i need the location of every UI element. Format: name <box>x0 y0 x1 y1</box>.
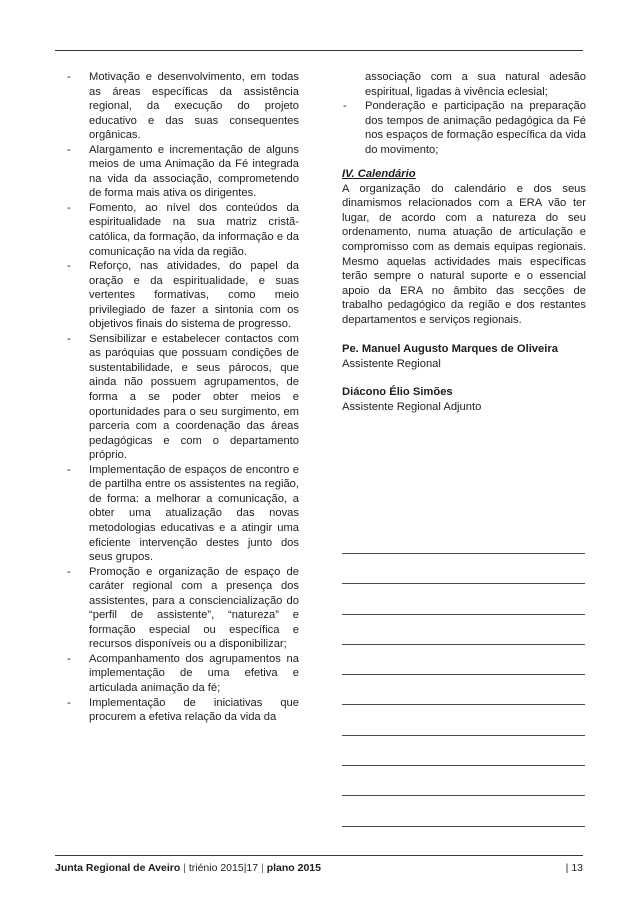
footer-left <box>55 862 321 875</box>
list-item: - Alargamento e incrementação de alguns meios de uma Animação da Fé integrada na vida da associação, comprometendo de forma mais ativa os dirigentes. <box>66 143 299 201</box>
list-item: - Implementação de espaços de encontro e de partilha entre os assistentes na região, de forma: a melhorar a comunicação, a obter uma atualização das novas metodologias educativas e a atingir uma eficiente intervenção destes junto dos seus grupos. <box>66 463 299 565</box>
note-line <box>342 583 585 584</box>
bottom-rule <box>55 855 583 856</box>
footer-period: triénio 2015|17 <box>188 862 259 874</box>
list-item: - Promoção e organização de espaço de caráter regional com a presença dos assistentes, para a consciencialização do “perfil de assistente”, “natureza” e formação especial ou específica e recursos disponíveis ou a disponibilizar; <box>66 565 299 652</box>
note-line <box>342 614 585 615</box>
list-item: - Fomento, ao nível dos conteúdos da espiritualidade na sua matriz cristã-católica, da formação, da informação e da comunicação na vida da região. <box>66 201 299 259</box>
signature-name: Pe. Manuel Augusto Marques de Oliveira <box>342 343 558 356</box>
signature-name: Diácono Élio Simões <box>342 386 453 399</box>
note-line <box>342 735 585 736</box>
list-item: - Motivação e desenvolvimento, em todas as áreas específicas da assistência regional, da execução do projeto educativo e das suas consequentes orgânicas. <box>66 70 299 143</box>
top-rule <box>55 50 583 51</box>
list-item: - Implementação de iniciativas que procurem a efetiva relação da vida da <box>66 696 299 725</box>
list-item: - Ponderação e participação na preparação dos tempos de animação pedagógica da Fé nos espaços de formação específica da vida do movimento; <box>342 99 586 157</box>
section-paragraph: A organização do calendário e dos seus dinamismos relacionados com a ERA vão ter lugar, de acordo com a natureza do seu ordenamento, numa atuação de articulação e compromisso com as demais equipas regionais. Mesmo aquelas actividades mais específicas terão sempre o natural suporte e o essencial apoio da ERA no âmbito das secções de trabalho pedagógico da região e dos restantes departamentos e serviços regionais. <box>342 182 586 326</box>
note-line <box>342 674 585 675</box>
right-bullet-list <box>342 99 586 157</box>
note-line <box>342 644 585 645</box>
note-line <box>342 795 585 796</box>
note-line <box>342 553 585 554</box>
signature-block <box>342 342 586 371</box>
footer-separator: | <box>183 862 186 874</box>
note-line <box>342 826 585 827</box>
section-title: IV. Calendário <box>342 168 416 181</box>
note-line <box>342 704 585 705</box>
list-item: - Reforço, nas atividades, do papel da oração e da espiritualidade, e suas vertentes formativas, como meio privilegiado de fazer a sintonia com os objetivos finais do sistema de progresso. <box>66 259 299 332</box>
bullet-continuation: associação com a sua natural adesão espiritual, ligadas à vivência eclesial; <box>365 71 586 98</box>
note-lines <box>342 553 585 856</box>
left-column <box>66 70 299 725</box>
signature-role: Assistente Regional <box>342 357 441 370</box>
signature-role: Assistente Regional Adjunto <box>342 400 482 413</box>
signature-block <box>342 385 586 414</box>
right-column <box>342 70 586 414</box>
list-item: - Acompanhamento dos agrupamentos na implementação de uma efetiva e articulada animação da fé; <box>66 652 299 696</box>
note-line <box>342 765 585 766</box>
footer-organization: Junta Regional de Aveiro <box>55 862 181 874</box>
list-item: - Sensibilizar e estabelecer contactos com as paróquias que possuam condições de sustentabilidade, e seus párocos, que ainda não possuem agrupamentos, de forma a se poder obter meios e oportunidades para o seu surgimento, em parceria com a coordenação das áreas pedagógicas e com o departamento próprio. <box>66 332 299 463</box>
left-bullet-list <box>66 70 299 725</box>
footer-separator: | <box>261 862 264 874</box>
footer-plan: plano 2015 <box>266 862 321 874</box>
page-number: | 13 <box>565 862 583 874</box>
